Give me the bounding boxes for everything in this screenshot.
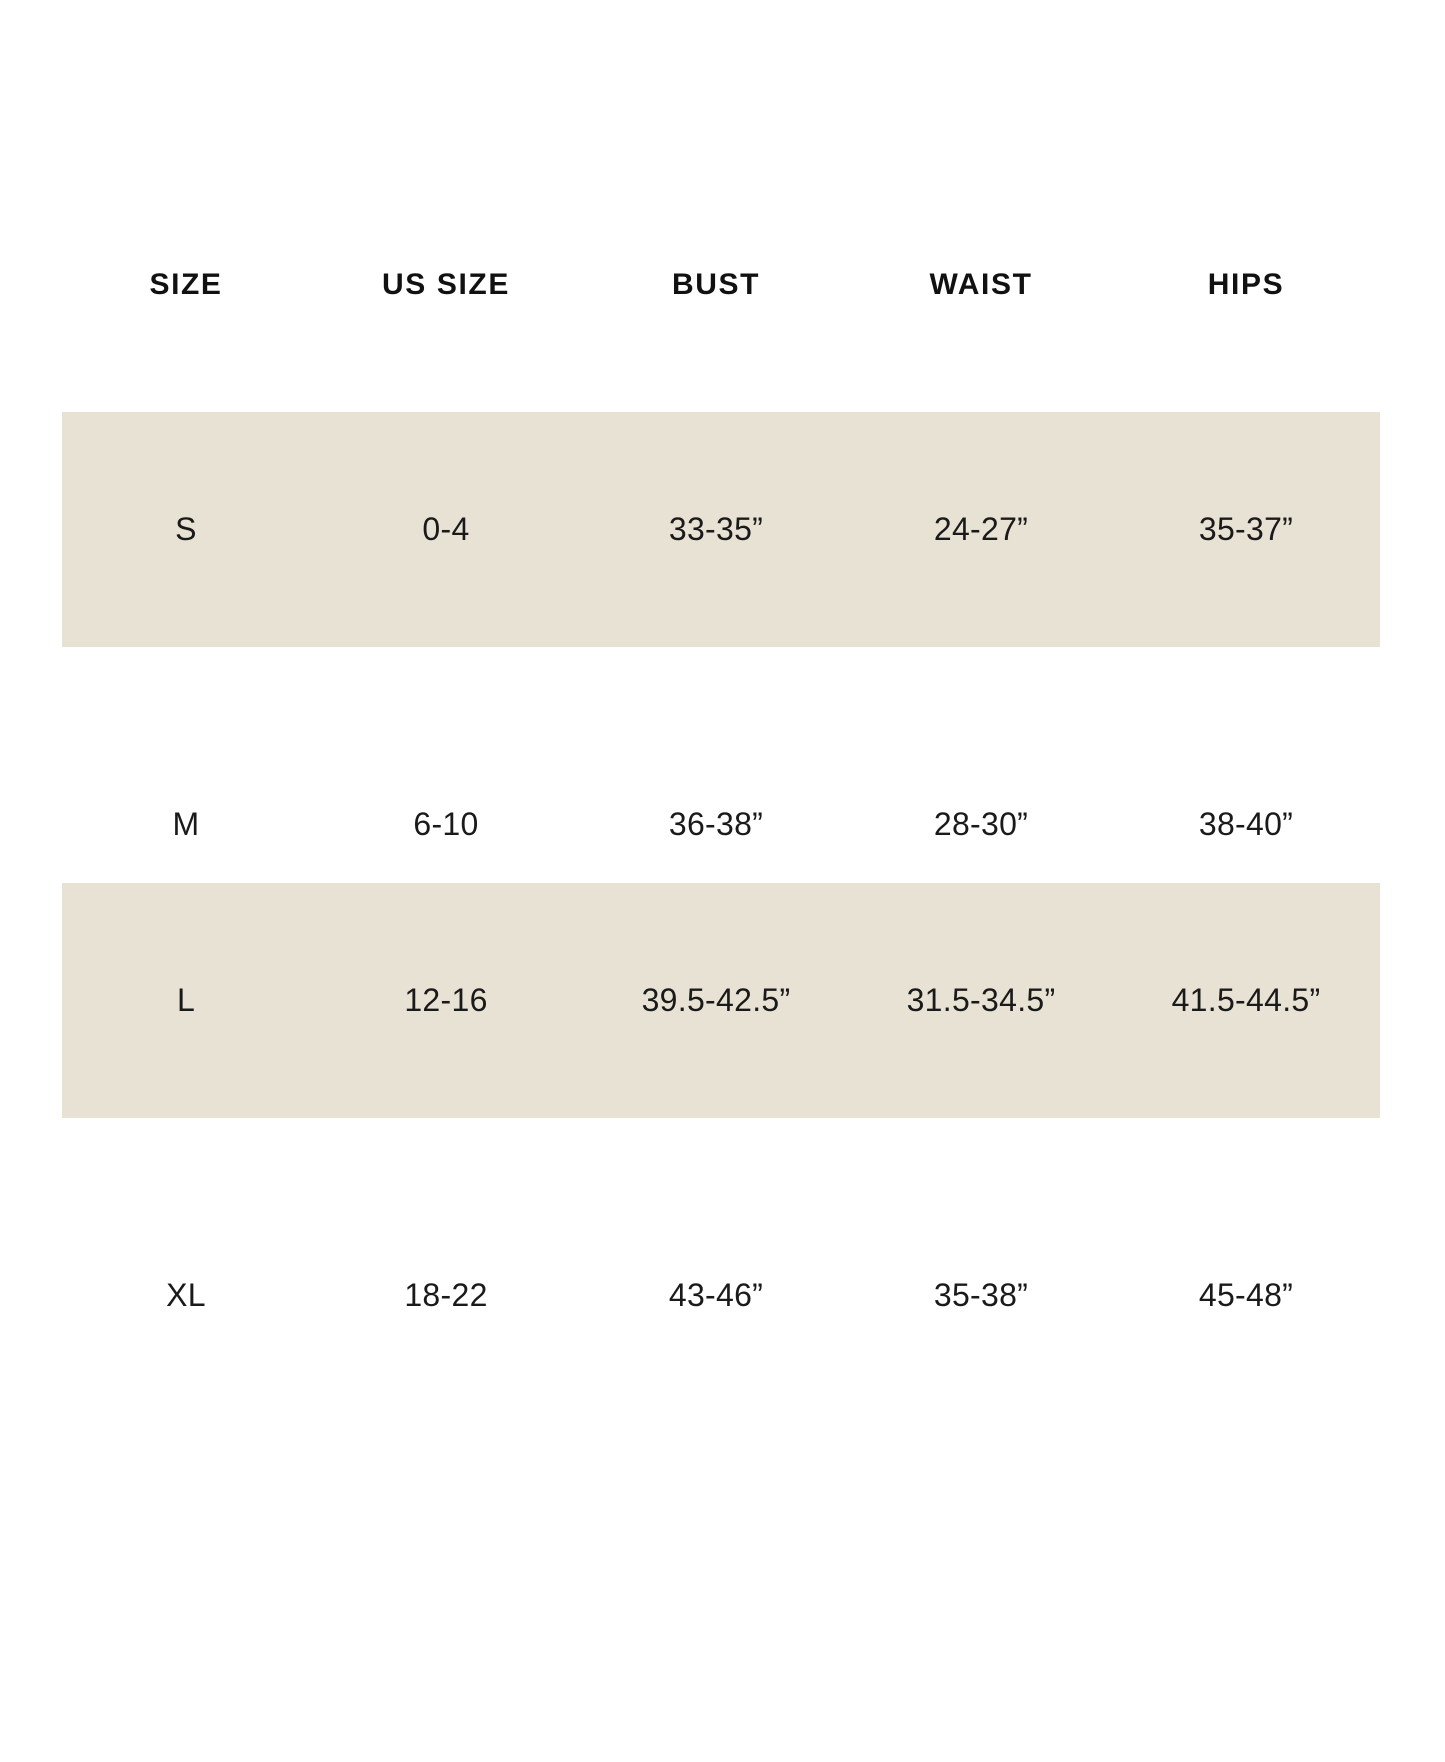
column-header-waist: WAIST [929,268,1033,301]
cell-waist: 35-38” [933,1276,1029,1313]
column-header-size: SIZE [149,268,223,301]
cell-us-size: 0-4 [310,412,582,647]
table-row [62,883,1380,1118]
cell-bust: 36-38” [668,805,764,842]
table-row [62,765,1380,883]
cell-size: S [62,412,310,647]
cell-us-size: 6-10 [413,805,479,842]
cell-waist: 31.5-34.5” [850,883,1112,1118]
cell-hips: 45-48” [1198,1276,1294,1313]
table-body [62,412,1380,1354]
cell-hips: 38-40” [1198,805,1294,842]
cell-us-size: 18-22 [404,1276,488,1313]
cell-bust: 43-46” [668,1276,764,1313]
cell-bust: 39.5-42.5” [582,883,850,1118]
table-row [62,1236,1380,1354]
table-header [62,268,1380,412]
cell-waist: 24-27” [850,412,1112,647]
cell-us-size: 12-16 [310,883,582,1118]
size-chart-table [62,268,1380,1354]
column-header-us-size: US SIZE [382,268,510,301]
cell-hips: 41.5-44.5” [1112,883,1380,1118]
cell-size: L [62,883,310,1118]
table-row [62,412,1380,647]
row-spacer [62,1118,1380,1236]
cell-bust: 33-35” [582,412,850,647]
cell-size: M [172,805,200,842]
column-header-bust: BUST [671,268,761,301]
cell-waist: 28-30” [933,805,1029,842]
table-header-row [62,268,1380,412]
row-spacer [62,647,1380,765]
cell-size: XL [166,1276,206,1313]
column-header-hips: HIPS [1207,268,1285,301]
cell-hips: 35-37” [1112,412,1380,647]
